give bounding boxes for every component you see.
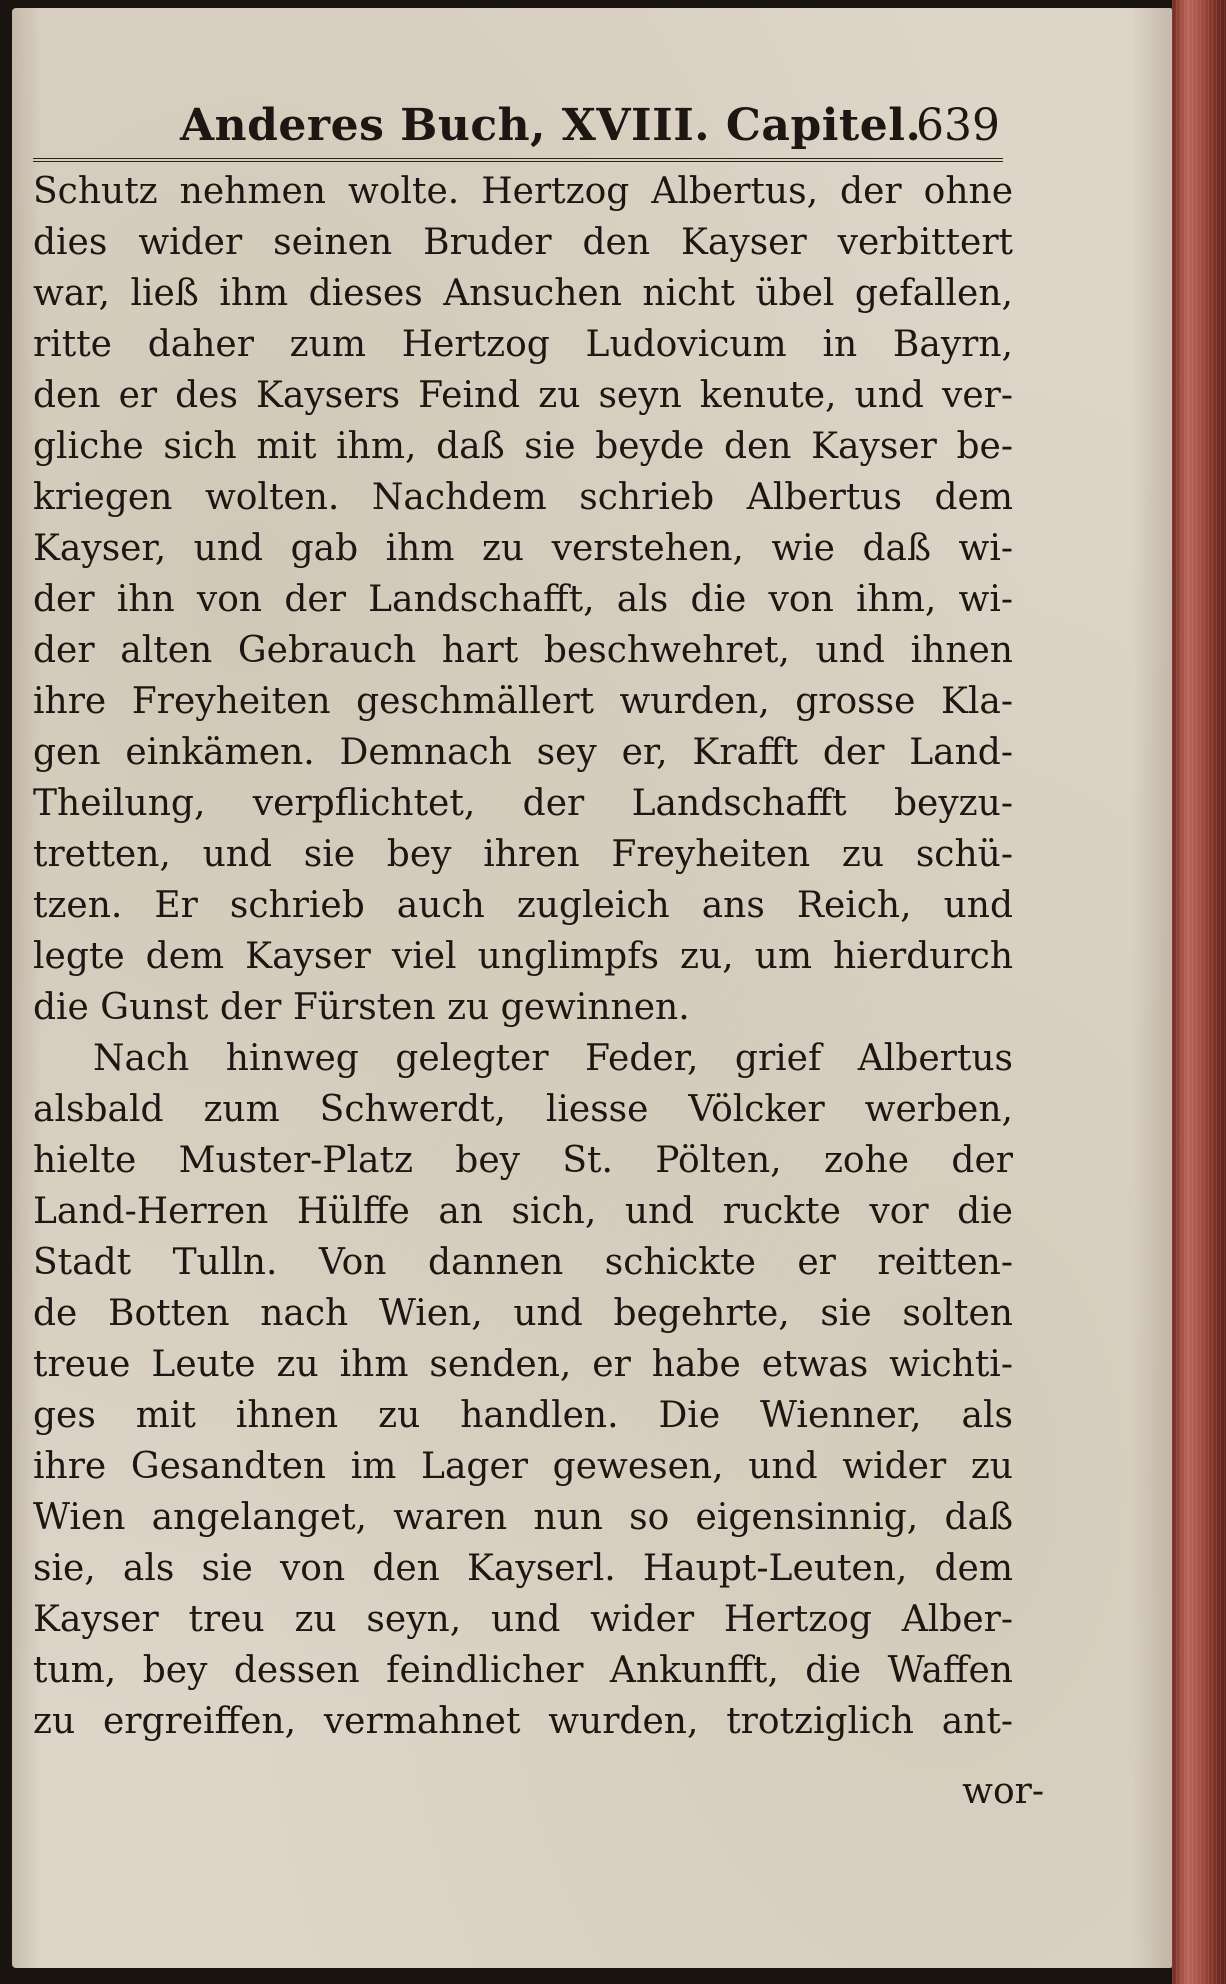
header-rule [33, 158, 1003, 162]
text-line: ges mit ihnen zu handlen. Die Wienner, als [33, 1395, 1013, 1436]
text-line: Nach hinweg gelegter Feder, grief Albertus [93, 1038, 1013, 1079]
text-line: Land-Herren Hülffe an sich, und ruckte vor die [33, 1191, 1013, 1232]
text-line: tretten, und sie bey ihren Freyheiten zu schü- [33, 834, 1013, 875]
running-title: Anderes Buch, XVIII. Capitel. [180, 100, 922, 151]
page-edge [1172, 0, 1226, 1984]
text-line: gliche sich mit ihm, daß sie beyde den Kayser be- [33, 426, 1013, 467]
text-line: tum, bey dessen feindlicher Ankunfft, die Waffen [33, 1650, 1013, 1691]
page-header [180, 100, 1000, 160]
text-line: sie, als sie von den Kayserl. Haupt-Leuten, dem [33, 1548, 1013, 1589]
text-line: de Botten nach Wien, und begehrte, sie solten [33, 1293, 1013, 1334]
text-line: kriegen wolten. Nachdem schrieb Albertus dem [33, 477, 1013, 518]
text-line: Theilung, verpflichtet, der Landschafft beyzu- [33, 783, 1013, 824]
text-line: Kayser, und gab ihm zu verstehen, wie daß wi- [33, 528, 1013, 569]
text-line: legte dem Kayser viel unglimpfs zu, um hierdurch [33, 936, 1013, 977]
text-line: war, ließ ihm dieses Ansuchen nicht übel gefallen, [33, 273, 1013, 314]
catchword: wor- [962, 1771, 1044, 1812]
text-line: ihre Gesandten im Lager gewesen, und wider zu [33, 1446, 1013, 1487]
text-line: den er des Kaysers Feind zu seyn kenute, und ver- [33, 375, 1013, 416]
text-line: zu ergreiffen, vermahnet wurden, trotziglich ant- [33, 1701, 1013, 1742]
text-line: ritte daher zum Hertzog Ludovicum in Bayrn, [33, 324, 1013, 365]
text-line: Wien angelanget, waren nun so eigensinnig, daß [33, 1497, 1013, 1538]
text-line: hielte Muster-Platz bey St. Pölten, zohe der [33, 1140, 1013, 1181]
text-line: ihre Freyheiten geschmällert wurden, grosse Kla- [33, 681, 1013, 722]
text-line: Schutz nehmen wolte. Hertzog Albertus, der ohne [33, 171, 1013, 212]
page-number: 639 [916, 100, 1000, 151]
text-line: Stadt Tulln. Von dannen schickte er reitten- [33, 1242, 1013, 1283]
text-line: alsbald zum Schwerdt, liesse Völcker werben, [33, 1089, 1013, 1130]
text-line: der alten Gebrauch hart beschwehret, und ihnen [33, 630, 1013, 671]
text-line: Kayser treu zu seyn, und wider Hertzog Alber- [33, 1599, 1013, 1640]
text-line: der ihn von der Landschafft, als die von ihm, wi- [33, 579, 1013, 620]
text-line: dies wider seinen Bruder den Kayser verbittert [33, 222, 1013, 263]
text-line: gen einkämen. Demnach sey er, Krafft der Land- [33, 732, 1013, 773]
body-text [33, 166, 1013, 1747]
text-line: treue Leute zu ihm senden, er habe etwas wichti- [33, 1344, 1013, 1385]
text-line: tzen. Er schrieb auch zugleich ans Reich, und [33, 885, 1013, 926]
text-line: die Gunst der Fürsten zu gewinnen. [33, 987, 690, 1028]
